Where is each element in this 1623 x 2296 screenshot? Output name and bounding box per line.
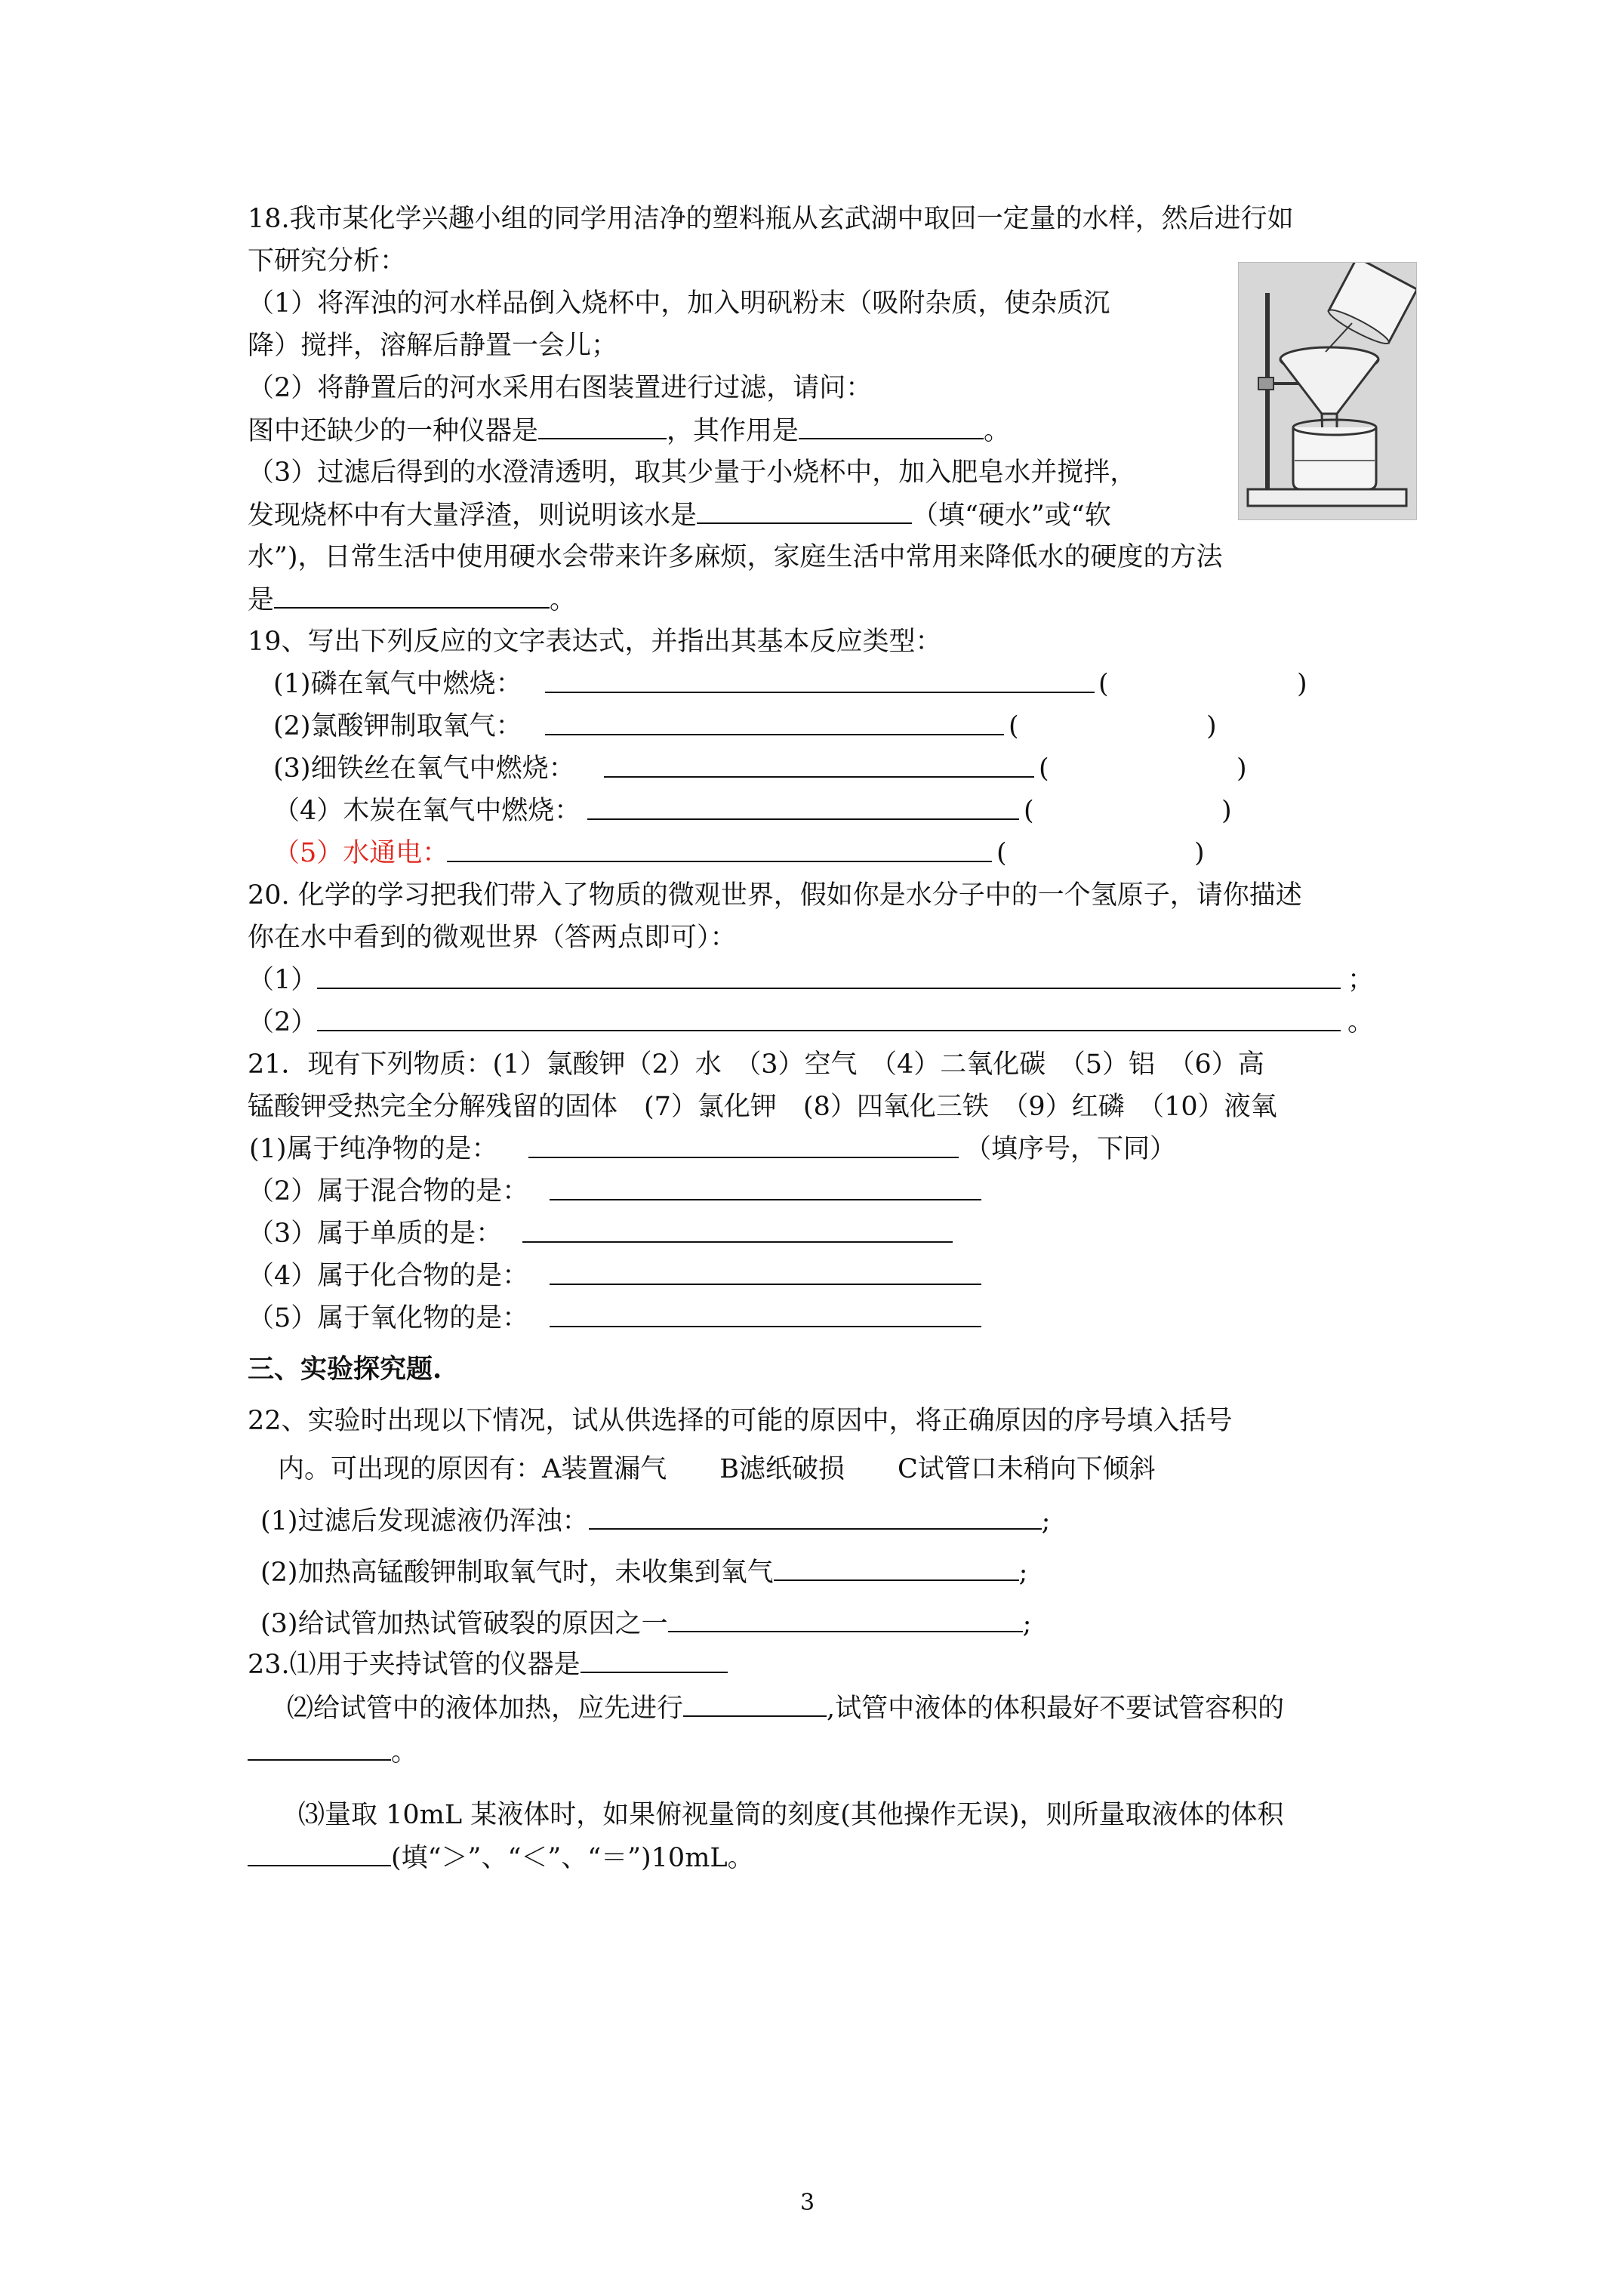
q19-open-paren-2: ( <box>1009 711 1019 741</box>
q20-point-2-label: （2） <box>248 1007 318 1037</box>
q21-answer-blank-2[interactable] <box>550 1199 981 1200</box>
q19-answer-blank-4[interactable] <box>587 818 1019 820</box>
q21-answer-blank-5[interactable] <box>550 1326 981 1327</box>
q18-instrument-blank[interactable] <box>538 412 667 439</box>
q18-method-blank[interactable] <box>274 581 550 609</box>
q22-line-2: 内。可出现的原因有：A装置漏气 B滤纸破损 C试管口未稍向下倾斜 <box>278 1454 1156 1484</box>
q19-item-1: (1)磷在氧气中燃烧： <box>273 669 522 699</box>
q21-item-3: （3）属于单质的是： <box>248 1219 503 1249</box>
q19-answer-blank-1[interactable] <box>545 692 1095 693</box>
section-3-heading: 三、实验探究题. <box>248 1354 442 1385</box>
q18-line-5: （2）将静置后的河水采用右图装置进行过滤，请问： <box>248 373 873 403</box>
q18-line-6: 图中还缺少的一种仪器是 ，其作用是 。 <box>248 412 1010 449</box>
q21-answer-blank-3[interactable] <box>522 1241 953 1243</box>
q21-item-2: （2）属于混合物的是： <box>248 1176 529 1207</box>
q19-item-2: (2)氯酸钾制取氧气： <box>273 711 522 741</box>
q22-item-2: (2)加热高锰酸钾制取氧气时，未收集到氧气 ; <box>260 1554 1027 1591</box>
q21-item-1: (1)属于纯净物的是： <box>249 1134 498 1164</box>
q18-missing-instrument-label: 图中还缺少的一种仪器是 <box>248 416 539 446</box>
q23-answer-blank-3[interactable] <box>248 1734 391 1761</box>
q23-line-4: ⑶量取 10mL 某液体时，如果俯视量筒的刻度(其他操作无误)，则所量取液体的体积 <box>298 1800 1284 1830</box>
q20-line-2: 你在水中看到的微观世界（答两点即可）： <box>248 923 737 953</box>
q19-answer-blank-5[interactable] <box>447 861 992 862</box>
q21-item-4: （4）属于化合物的是： <box>248 1261 529 1291</box>
q23-answer-blank-4[interactable] <box>248 1839 391 1866</box>
q18-line-2: 下研究分析： <box>248 246 407 276</box>
q23-answer-blank-1[interactable] <box>581 1646 728 1673</box>
q18-function-label: ，其作用是 <box>667 416 799 446</box>
q18-line-4: 降）搅拌，溶解后静置一会儿； <box>248 331 618 361</box>
q20-answer-blank-2[interactable] <box>317 1030 1341 1031</box>
q21-answer-blank-4[interactable] <box>550 1284 981 1285</box>
q20-line-1: 20. 化学的学习把我们带入了物质的微观世界，假如你是水分子中的一个氢原子，请你描述 <box>248 880 1302 911</box>
q22-answer-blank-2[interactable] <box>774 1554 1019 1581</box>
q23-line-2: ⑵给试管中的液体加热，应先进行 ,试管中液体的体积最好不要试管容积的 <box>287 1690 1284 1727</box>
q18-water-type-blank[interactable] <box>697 497 912 524</box>
q21-line-1: 21．现有下列物质：(1）氯酸钾（2）水 （3）空气 （4）二氧化碳 （5）铝 （6）高 <box>248 1049 1264 1080</box>
q23-line-5: (填“＞”、“＜”、“＝”)10mL。 <box>248 1839 754 1876</box>
q19-close-paren-4: ) <box>1221 796 1232 826</box>
q23-line-3: 。 <box>248 1734 417 1771</box>
q19-item-3: (3)细铁丝在氧气中燃烧： <box>273 754 575 784</box>
q19-open-paren-3: ( <box>1039 754 1049 784</box>
q23-line-1: 23.⑴用于夹持试管的仪器是 <box>248 1646 728 1683</box>
q23-answer-blank-2[interactable] <box>683 1690 827 1717</box>
q19-open-paren-4: ( <box>1024 796 1034 826</box>
filtration-apparatus-icon <box>1238 262 1417 520</box>
q19-answer-blank-2[interactable] <box>545 734 1004 735</box>
q19-item-4: （4）木炭在氧气中燃烧： <box>273 796 581 826</box>
q21-line-2: 锰酸钾受热完全分解残留的固体 (7）氯化钾 (8）四氧化三铁 （9）红磷 （10）液氧 <box>248 1092 1277 1122</box>
q21-answer-blank-1[interactable] <box>528 1157 959 1158</box>
q18-line-10: 是 。 <box>248 581 576 618</box>
q18-line-8: 发现烧杯中有大量浮渣，则说明该水是 （填“硬水”或“软 <box>248 497 1111 534</box>
q18-line-1: 18.我市某化学兴趣小组的同学用洁净的塑料瓶从玄武湖中取回一定量的水样，然后进行如 <box>248 204 1294 234</box>
q22-answer-blank-1[interactable] <box>589 1502 1042 1530</box>
q22-item-1: (1)过滤后发现滤液仍浑浊： ; <box>260 1502 1050 1539</box>
q21-note: （填序号，下同） <box>965 1134 1177 1164</box>
q19-close-paren-3: ) <box>1236 754 1247 784</box>
q19-close-paren-5: ) <box>1194 838 1205 868</box>
q18-line-9: 水”)，日常生活中使用硬水会带来许多麻烦，家庭生活中常用来降低水的硬度的方法 <box>248 542 1223 572</box>
q19-open-paren-1: ( <box>1098 669 1109 699</box>
q20-answer-blank-1[interactable] <box>317 988 1341 989</box>
q18-line-3: （1）将浑浊的河水样品倒入烧杯中，加入明矾粉末（吸附杂质，使杂质沉 <box>248 288 1110 319</box>
q20-point-1-label: （1） <box>248 965 318 995</box>
q21-item-5: （5）属于氧化物的是： <box>248 1303 529 1333</box>
q22-line-1: 22、实验时出现以下情况，试从供选择的可能的原因中，将正确原因的序号填入括号 <box>248 1406 1233 1436</box>
q19-close-paren-2: ) <box>1206 711 1217 741</box>
document-page: 18.我市某化学兴趣小组的同学用洁净的塑料瓶从玄武湖中取回一定量的水样，然后进行如 下研究分析： （1）将浑浊的河水样品倒入烧杯中，加入明矾粉末（吸附杂质，使杂质沉 降）搅拌，溶解后静置一会儿； （2）将静置后的河水采用右图装置进行过滤，请问： 图中还缺少的一种仪器是 ，其作用是 。 （3）过滤后得到的水澄清透明，取其少量于小烧杯中，加入肥皂水并搅拌， 发现烧杯中有大量浮渣，则说明该水是 （填“硬水”或“软 水”)，日常生活中使用硬水会带来许多麻烦，家庭生活中常用来降低水的硬度的方法 是 。 19、写出下列反应的文字表达式，并指出其基本反应类型： (1)磷在氧气中燃烧： ( ) (2)氯酸钾制取氧气： ( ) (3)细铁丝在氧气中燃烧： ( ) （4）木炭在氧气中燃烧： ( ) （5）水通电： ( ) 20. 化学的学习把我们带入了物质的微观世界，假如你是水分子中的一个氢原子，请你描述 你在水中看到的微观世界（答两点即可）： （1） ； （2） 。 21．现有下列物质：(1）氯酸钾（2）水 （3）空气 （4）二氧化碳 （5）铝 （6）高 锰酸钾受热完全分解残留的固体 (7）氯化钾 (8）四氧化三铁 （9）红磷 （10）液氧 (1)属于纯净物的是： （填序号，下同） （2）属于混合物的是： （3）属于单质的是： （4）属于化合物的是： （5）属于氧化物的是： 三、实验探究题. 22、实验时出现以下情况，试从供选择的可能的原因中，将正确原因的序号填入括号 内。可出现的原因有：A装置漏气 B滤纸破损 C试管口未稍向下倾斜 (1)过滤后发现滤液仍浑浊： ; (2)加热高锰酸钾制取氧气时，未收集到氧气 ; (3)给试管加热试管破裂的原因之一 ; 23.⑴用于夹持试管的仪器是 ⑵给试管中的液体加热，应先进行 ,试管中液体的体积最好不要试管容积的 。 ⑶量取 10mL 某液体时，如果俯视量筒的刻度(其他操作无误)，则所量取液体的体积 (填“＞”、“＜”、“＝”)10mL。 3 <box>0 0 1623 2296</box>
q19-item-5: （5）水通电： <box>273 838 449 868</box>
q19-open-paren-5: ( <box>996 838 1007 868</box>
q19-close-paren-1: ) <box>1297 669 1307 699</box>
q19-title: 19、写出下列反应的文字表达式，并指出其基本反应类型： <box>248 627 942 657</box>
q19-answer-blank-3[interactable] <box>604 776 1034 778</box>
q22-item-3: (3)给试管加热试管破裂的原因之一 ; <box>260 1605 1031 1642</box>
page-number: 3 <box>800 2190 815 2216</box>
q18-function-blank[interactable] <box>799 412 984 439</box>
q18-line-7: （3）过滤后得到的水澄清透明，取其少量于小烧杯中，加入肥皂水并搅拌， <box>248 458 1137 488</box>
q22-answer-blank-3[interactable] <box>668 1605 1023 1632</box>
